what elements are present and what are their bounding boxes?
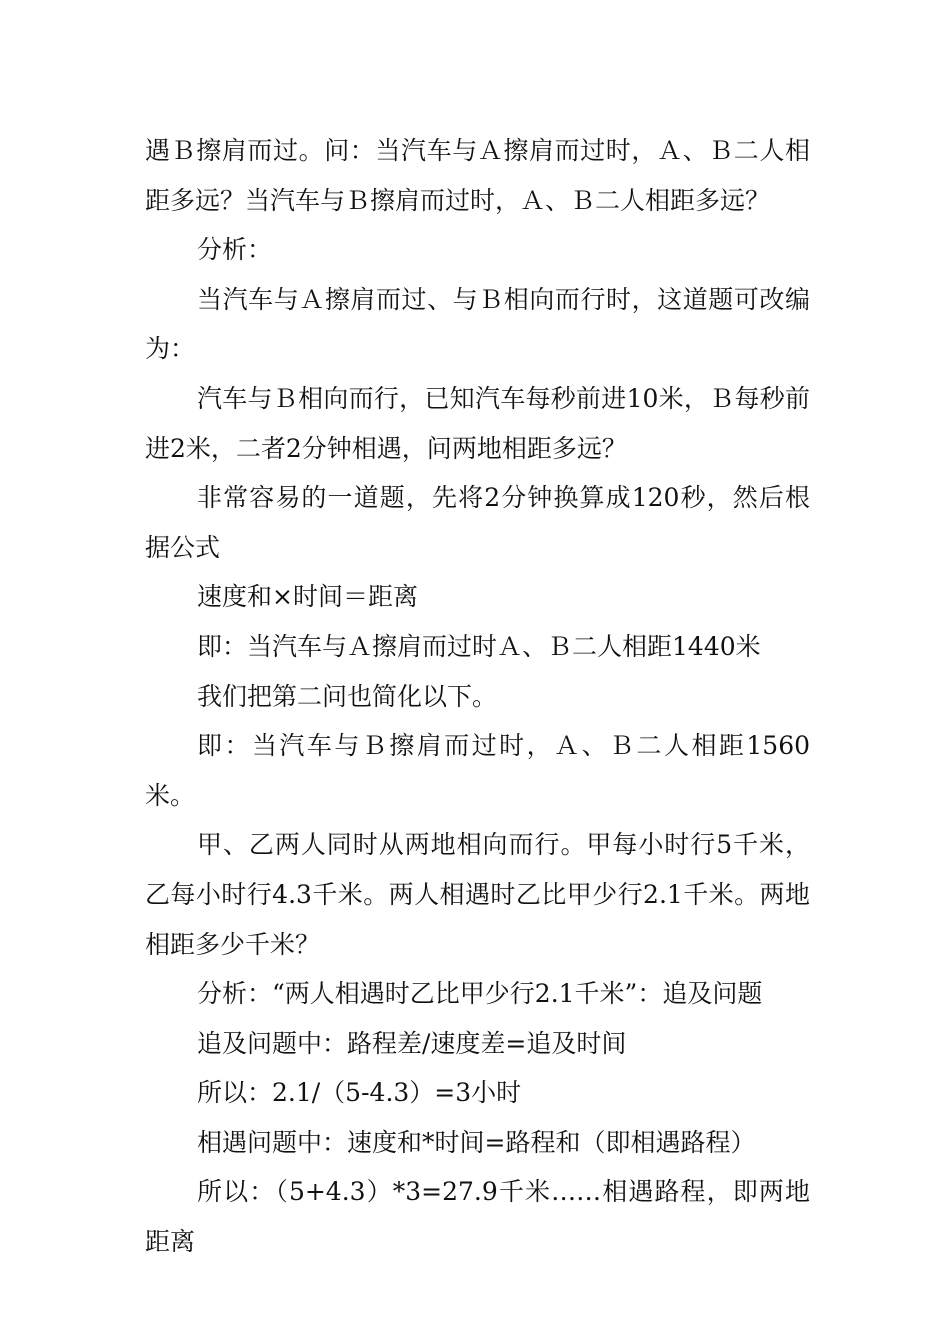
paragraph-13: 所以：2.1/（5-4.3）=3小时 <box>197 1078 522 1108</box>
paragraph-8: 我们把第二问也简化以下。 <box>197 681 498 711</box>
paragraph-7: 即：当汽车与Ａ擦肩而过时Ａ、Ｂ二人相距1440米 <box>197 631 761 661</box>
paragraph-4: 汽车与Ｂ相向而行，已知汽车每秒前进10米，Ｂ每秒前进2米，二者2分钟相遇，问两地相距多远？ <box>145 383 810 463</box>
paragraph-12: 追及问题中：路程差/速度差=追及时间 <box>197 1028 627 1058</box>
paragraph-2: 分析： <box>197 235 273 265</box>
paragraph-1: 遇Ｂ擦肩而过。问：当汽车与Ａ擦肩而过时，Ａ、Ｂ二人相距多远？当汽车与Ｂ擦肩而过时，Ａ、Ｂ二人相距多远？ <box>145 136 810 215</box>
paragraph-10: 甲、乙两人同时从两地相向而行。甲每小时行5千米，乙每小时行4.3千米。两人相遇时乙比甲少行2.1千米。两地相距多少千米？ <box>145 830 810 959</box>
paragraph-15: 所以：（5+4.3）*3=27.9千米……相遇路程，即两地距离 <box>145 1177 810 1257</box>
document-body <box>145 126 810 1267</box>
paragraph-3: 当汽车与Ａ擦肩而过、与Ｂ相向而行时，这道题可改编为： <box>145 284 810 364</box>
paragraph-14: 相遇问题中：速度和*时间=路程和（即相遇路程） <box>197 1127 756 1157</box>
paragraph-6: 速度和×时间＝距离 <box>197 582 418 612</box>
paragraph-9: 即：当汽车与Ｂ擦肩而过时，Ａ、Ｂ二人相距1560米。 <box>145 731 810 810</box>
paragraph-5: 非常容易的一道题，先将2分钟换算成120秒，然后根据公式 <box>145 483 810 562</box>
paragraph-11: 分析：“两人相遇时乙比甲少行2.1千米”：追及问题 <box>197 979 763 1009</box>
